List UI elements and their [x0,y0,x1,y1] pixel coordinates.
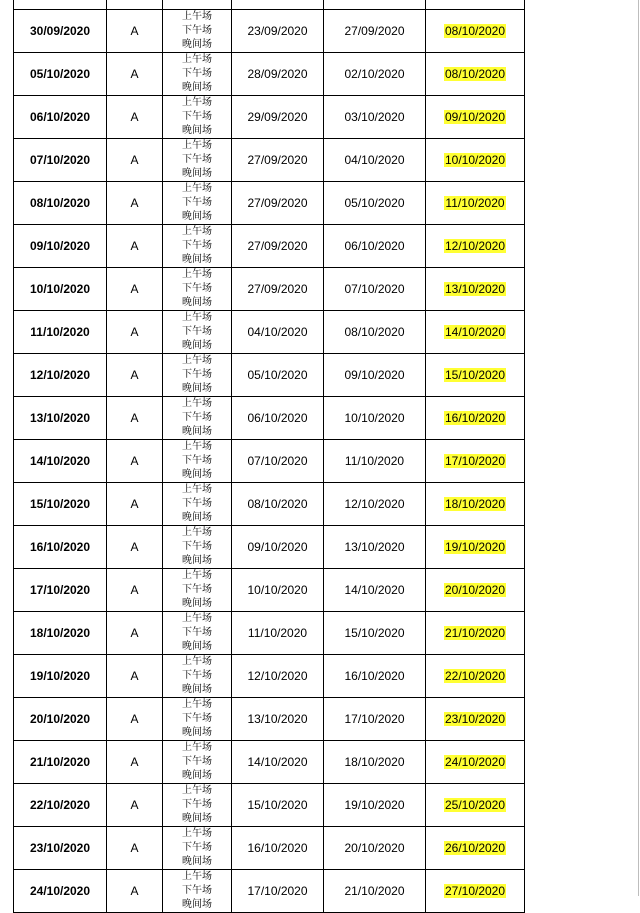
session-evening: 晚间场 [182,297,212,308]
date-1-cell: 15/10/2020 [232,784,324,827]
table-row [14,225,525,268]
session-evening: 晚间场 [182,555,212,566]
type-cell: A [107,483,163,526]
session-cell [163,784,232,827]
date-3-cell [426,268,525,311]
session-evening: 晚间场 [182,469,212,480]
type-cell: A [107,526,163,569]
table-row [14,139,525,182]
highlighted-date: 21/10/2020 [444,626,506,640]
date-3-cell [426,53,525,96]
session-afternoon: 下午场 [182,799,212,810]
date-3-cell [426,311,525,354]
session-evening: 晚间场 [182,727,212,738]
date-3-cell [426,741,525,784]
session-morning: 上午场 [182,183,212,194]
type-cell: A [107,397,163,440]
date-cell: 07/10/2020 [14,139,107,182]
session-cell [163,741,232,784]
session-cell [163,526,232,569]
date-2-cell: 16/10/2020 [324,655,426,698]
session-morning: 上午场 [182,269,212,280]
date-2-cell: 08/10/2020 [324,311,426,354]
table-row [14,268,525,311]
session-morning: 上午场 [182,785,212,796]
date-1-cell: 08/10/2020 [232,483,324,526]
table-row [14,10,525,53]
type-cell: A [107,784,163,827]
table-row [14,870,525,913]
date-2-cell: 13/10/2020 [324,526,426,569]
date-3-cell [426,870,525,913]
type-cell: A [107,569,163,612]
date-1-cell: 27/09/2020 [232,225,324,268]
table-row [14,526,525,569]
page-edge-line [638,0,639,896]
date-cell: 12/10/2020 [14,354,107,397]
date-1-cell: 11/10/2020 [232,612,324,655]
session-evening: 晚间场 [182,684,212,695]
date-1-cell [232,0,324,10]
session-cell [163,397,232,440]
session-cell [163,0,232,10]
date-cell: 06/10/2020 [14,96,107,139]
date-cell: 11/10/2020 [14,311,107,354]
date-cell: 05/10/2020 [14,53,107,96]
session-morning: 上午场 [182,699,212,710]
highlighted-date: 10/10/2020 [444,153,506,167]
session-cell [163,569,232,612]
date-3-cell [426,655,525,698]
date-cell [14,0,107,10]
table-row [14,827,525,870]
type-cell: A [107,354,163,397]
date-1-cell: 27/09/2020 [232,268,324,311]
session-evening: 晚间场 [182,211,212,222]
session-afternoon: 下午场 [182,68,212,79]
session-afternoon: 下午场 [182,670,212,681]
type-cell: A [107,698,163,741]
date-2-cell: 11/10/2020 [324,440,426,483]
session-cell [163,268,232,311]
session-cell [163,182,232,225]
highlighted-date: 26/10/2020 [444,841,506,855]
date-1-cell: 12/10/2020 [232,655,324,698]
type-cell: A [107,139,163,182]
date-1-cell: 16/10/2020 [232,827,324,870]
date-3-cell [426,526,525,569]
session-morning: 上午场 [182,355,212,366]
session-morning: 上午场 [182,441,212,452]
session-afternoon: 下午场 [182,240,212,251]
date-3-cell [426,397,525,440]
session-morning: 上午场 [182,871,212,882]
type-cell: A [107,53,163,96]
table-row [14,483,525,526]
highlighted-date: 11/10/2020 [445,196,505,210]
date-cell: 14/10/2020 [14,440,107,483]
date-1-cell: 09/10/2020 [232,526,324,569]
session-cell [163,311,232,354]
date-2-cell: 19/10/2020 [324,784,426,827]
highlighted-date: 08/10/2020 [444,24,506,38]
date-3-cell [426,483,525,526]
session-afternoon: 下午场 [182,455,212,466]
table-row [14,612,525,655]
date-2-cell [324,0,426,10]
highlighted-date: 25/10/2020 [444,798,506,812]
session-cell [163,827,232,870]
highlighted-date: 09/10/2020 [444,110,506,124]
highlighted-date: 23/10/2020 [444,712,506,726]
type-cell: A [107,10,163,53]
highlighted-date: 15/10/2020 [444,368,506,382]
date-3-cell [426,225,525,268]
date-2-cell: 27/09/2020 [324,10,426,53]
date-2-cell: 05/10/2020 [324,182,426,225]
highlighted-date: 17/10/2020 [444,454,506,468]
table-row [14,784,525,827]
session-afternoon: 下午场 [182,197,212,208]
date-1-cell: 17/10/2020 [232,870,324,913]
table-row [14,182,525,225]
date-cell: 19/10/2020 [14,655,107,698]
session-evening: 晚间场 [182,641,212,652]
session-evening: 晚间场 [182,813,212,824]
session-cell [163,354,232,397]
table-row [14,397,525,440]
highlighted-date: 20/10/2020 [444,583,506,597]
session-evening: 晚间场 [182,426,212,437]
date-cell: 13/10/2020 [14,397,107,440]
session-morning: 上午场 [182,97,212,108]
date-3-cell [426,139,525,182]
date-cell: 10/10/2020 [14,268,107,311]
table-row [14,569,525,612]
session-cell [163,96,232,139]
schedule-table [13,0,525,913]
date-1-cell: 06/10/2020 [232,397,324,440]
date-1-cell: 29/09/2020 [232,96,324,139]
date-cell: 15/10/2020 [14,483,107,526]
date-2-cell: 18/10/2020 [324,741,426,784]
session-morning: 上午场 [182,656,212,667]
date-3-cell [426,784,525,827]
date-3-cell [426,569,525,612]
session-cell [163,225,232,268]
session-evening: 晚间场 [182,383,212,394]
session-afternoon: 下午场 [182,885,212,896]
session-evening: 晚间场 [182,254,212,265]
date-1-cell: 07/10/2020 [232,440,324,483]
table-row [14,741,525,784]
highlighted-date: 12/10/2020 [444,239,506,253]
session-afternoon: 下午场 [182,756,212,767]
session-afternoon: 下午场 [182,25,212,36]
session-afternoon: 下午场 [182,111,212,122]
session-afternoon: 下午场 [182,627,212,638]
date-2-cell: 04/10/2020 [324,139,426,182]
session-cell [163,440,232,483]
date-2-cell: 20/10/2020 [324,827,426,870]
date-1-cell: 23/09/2020 [232,10,324,53]
session-evening: 晚间场 [182,512,212,523]
date-cell: 24/10/2020 [14,870,107,913]
date-2-cell: 15/10/2020 [324,612,426,655]
date-1-cell: 27/09/2020 [232,139,324,182]
session-afternoon: 下午场 [182,283,212,294]
session-cell [163,10,232,53]
type-cell: A [107,612,163,655]
date-1-cell: 13/10/2020 [232,698,324,741]
date-cell: 20/10/2020 [14,698,107,741]
session-cell [163,483,232,526]
session-afternoon: 下午场 [182,154,212,165]
date-3-cell [426,827,525,870]
session-cell [163,612,232,655]
date-2-cell: 03/10/2020 [324,96,426,139]
session-cell [163,655,232,698]
date-cell: 16/10/2020 [14,526,107,569]
date-2-cell: 21/10/2020 [324,870,426,913]
highlighted-date: 27/10/2020 [444,884,506,898]
session-evening: 晚间场 [182,39,212,50]
type-cell [107,0,163,10]
date-3-cell [426,182,525,225]
type-cell: A [107,440,163,483]
session-afternoon: 下午场 [182,584,212,595]
highlighted-date: 14/10/2020 [444,325,506,339]
type-cell: A [107,655,163,698]
table-row [14,698,525,741]
date-2-cell: 17/10/2020 [324,698,426,741]
date-3-cell [426,440,525,483]
session-afternoon: 下午场 [182,326,212,337]
session-cell [163,698,232,741]
highlighted-date: 19/10/2020 [444,540,506,554]
date-2-cell: 02/10/2020 [324,53,426,96]
table-row [14,311,525,354]
session-evening: 晚间场 [182,125,212,136]
type-cell: A [107,827,163,870]
date-3-cell [426,96,525,139]
table-row [14,96,525,139]
session-evening: 晚间场 [182,770,212,781]
type-cell: A [107,96,163,139]
date-3-cell [426,698,525,741]
date-cell: 17/10/2020 [14,569,107,612]
date-3-cell [426,10,525,53]
session-morning: 上午场 [182,828,212,839]
highlighted-date: 24/10/2020 [444,755,506,769]
date-cell: 23/10/2020 [14,827,107,870]
session-afternoon: 下午场 [182,713,212,724]
table-row [14,53,525,96]
type-cell: A [107,741,163,784]
date-cell: 30/09/2020 [14,10,107,53]
session-morning: 上午场 [182,54,212,65]
session-morning: 上午场 [182,742,212,753]
session-morning: 上午场 [182,140,212,151]
session-evening: 晚间场 [182,598,212,609]
session-morning: 上午场 [182,398,212,409]
session-cell [163,139,232,182]
session-morning: 上午场 [182,484,212,495]
session-evening: 晚间场 [182,168,212,179]
date-2-cell: 06/10/2020 [324,225,426,268]
session-evening: 晚间场 [182,899,212,910]
date-3-cell [426,612,525,655]
date-1-cell: 28/09/2020 [232,53,324,96]
session-afternoon: 下午场 [182,842,212,853]
date-cell: 22/10/2020 [14,784,107,827]
highlighted-date: 16/10/2020 [444,411,506,425]
date-1-cell: 27/09/2020 [232,182,324,225]
date-3-cell [426,354,525,397]
date-2-cell: 14/10/2020 [324,569,426,612]
table-row [14,440,525,483]
session-evening: 晚间场 [182,340,212,351]
session-evening: 晚间场 [182,856,212,867]
session-morning: 上午场 [182,226,212,237]
highlighted-date: 08/10/2020 [444,67,506,81]
session-afternoon: 下午场 [182,541,212,552]
type-cell: A [107,870,163,913]
date-1-cell: 04/10/2020 [232,311,324,354]
session-morning: 上午场 [182,570,212,581]
session-afternoon: 下午场 [182,369,212,380]
date-1-cell: 14/10/2020 [232,741,324,784]
session-afternoon: 下午场 [182,498,212,509]
session-morning: 上午场 [182,11,212,22]
highlighted-date: 13/10/2020 [444,282,506,296]
table-row [14,354,525,397]
session-morning: 上午场 [182,527,212,538]
date-3-cell [426,0,525,10]
date-1-cell: 10/10/2020 [232,569,324,612]
date-2-cell: 07/10/2020 [324,268,426,311]
date-cell: 18/10/2020 [14,612,107,655]
type-cell: A [107,182,163,225]
date-cell: 09/10/2020 [14,225,107,268]
highlighted-date: 18/10/2020 [444,497,506,511]
date-2-cell: 10/10/2020 [324,397,426,440]
session-cell [163,53,232,96]
type-cell: A [107,311,163,354]
date-1-cell: 05/10/2020 [232,354,324,397]
date-cell: 08/10/2020 [14,182,107,225]
table-row [14,0,525,10]
table-row [14,655,525,698]
type-cell: A [107,225,163,268]
session-morning: 上午场 [182,613,212,624]
schedule-table-body [14,0,525,913]
session-afternoon: 下午场 [182,412,212,423]
session-morning: 上午场 [182,312,212,323]
type-cell: A [107,268,163,311]
date-2-cell: 09/10/2020 [324,354,426,397]
date-cell: 21/10/2020 [14,741,107,784]
session-evening: 晚间场 [182,82,212,93]
date-2-cell: 12/10/2020 [324,483,426,526]
session-cell [163,870,232,913]
highlighted-date: 22/10/2020 [444,669,506,683]
